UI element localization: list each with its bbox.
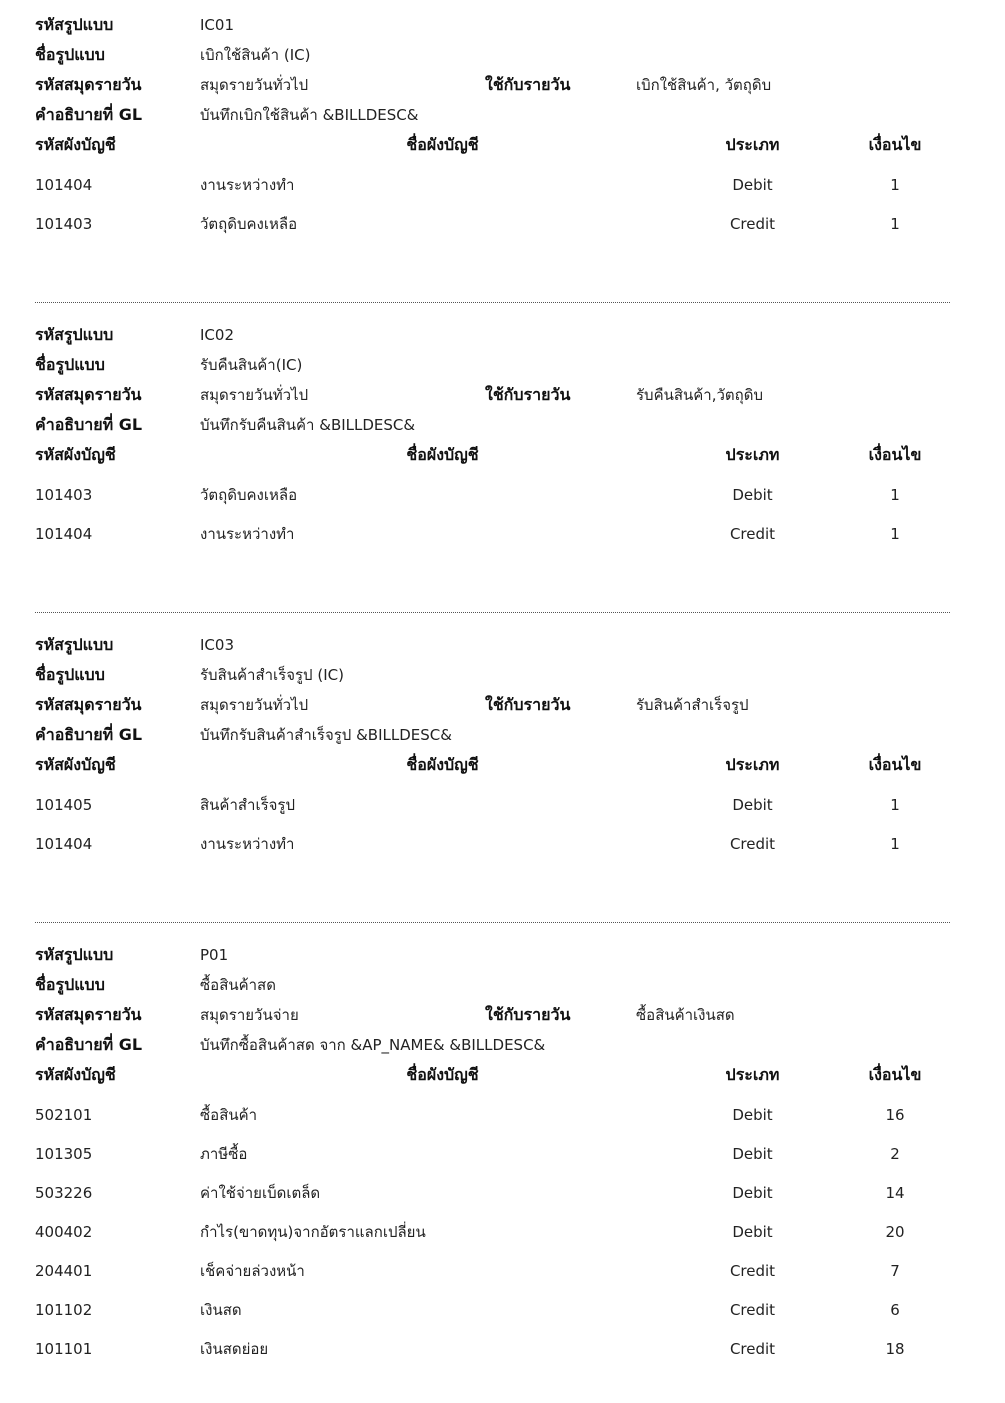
entry-condition: 14 [885,1184,905,1202]
journal-code-value: สมุดรายวันทั่วไป [200,696,309,714]
gl-description-value: บันทึกซื้อสินค้าสด จาก &AP_NAME& &BILLDESC& [200,1036,546,1054]
account-name: เช็คจ่ายล่วงหน้า [200,1262,305,1280]
entry-type: Credit [729,835,776,853]
column-header-type: ประเภท [725,755,780,774]
account-code: 502101 [35,1106,93,1124]
account-name: เงินสดย่อย [200,1340,269,1358]
gl-description-label: คำอธิบายที่ GL [35,415,143,434]
template-name-value: รับคืนสินค้า(IC) [200,356,303,374]
account-name: กำไร(ขาดทุน)จากอัตราแลกเปลี่ยน [200,1223,426,1241]
table-row [0,790,1005,820]
gl-description-value: บันทึกรับคืนสินค้า &BILLDESC& [200,416,416,434]
used-with-journal-label: ใช้กับรายวัน [485,75,571,94]
entry-condition: 2 [890,1145,900,1163]
account-code: 101101 [35,1340,93,1358]
column-header-type: ประเภท [725,445,780,464]
account-code: 503226 [35,1184,93,1202]
entry-condition: 20 [885,1223,905,1241]
journal-code-value: สมุดรายวันทั่วไป [200,76,309,94]
template-name-row [0,40,1005,70]
entry-condition: 1 [890,796,900,814]
entry-type: Credit [729,215,776,233]
account-name: สินค้าสำเร็จรูป [200,796,295,814]
table-header [0,1060,1005,1090]
journal-code-value: สมุดรายวันทั่วไป [200,386,309,404]
account-name: งานระหว่างทำ [200,525,295,543]
table-row [0,1139,1005,1169]
entry-type: Credit [729,1301,776,1319]
column-header-account-name: ชื่อผังบัญชี [406,135,479,154]
template-code-row [0,320,1005,350]
account-name: ภาษีซื้อ [200,1145,248,1163]
account-code: 101404 [35,525,93,543]
table-row [0,480,1005,510]
gl-description-row [0,1030,1005,1060]
used-with-journal-label: ใช้กับรายวัน [485,695,571,714]
column-header-condition: เงื่อนไข [868,755,922,774]
entry-type: Debit [732,1106,773,1124]
column-header-condition: เงื่อนไข [868,135,922,154]
table-row [0,1334,1005,1364]
template-code-value: IC01 [200,16,234,34]
template-name-value: เบิกใช้สินค้า (IC) [200,46,311,64]
table-row [0,829,1005,859]
template-code-label: รหัสรูปแบบ [35,945,114,964]
entry-type: Credit [729,1340,776,1358]
journal-code-label: รหัสสมุดรายวัน [35,75,142,94]
column-header-account-code: รหัสผังบัญชี [35,1065,116,1084]
table-header [0,130,1005,160]
template-name-value: ซื้อสินค้าสด [200,976,276,994]
table-row [0,1100,1005,1130]
template-name-label: ชื่อรูปแบบ [35,355,105,374]
template-name-row [0,350,1005,380]
template-name-label: ชื่อรูปแบบ [35,665,105,684]
entry-condition: 7 [890,1262,900,1280]
account-code: 400402 [35,1223,93,1241]
used-with-journal-value: ซื้อสินค้าเงินสด [636,1006,735,1024]
gl-description-value: บันทึกรับสินค้าสำเร็จรูป &BILLDESC& [200,726,452,744]
account-name: งานระหว่างทำ [200,176,295,194]
template-code-row [0,940,1005,970]
account-name: ซื้อสินค้า [200,1106,258,1124]
used-with-journal-label: ใช้กับรายวัน [485,1005,571,1024]
template-code-value: IC03 [200,636,234,654]
template-name-row [0,970,1005,1000]
table-row [0,519,1005,549]
entry-condition: 1 [890,176,900,194]
template-code-row [0,10,1005,40]
journal-row [0,1000,1005,1030]
template-code-label: รหัสรูปแบบ [35,15,114,34]
table-row [0,1217,1005,1247]
template-code-label: รหัสรูปแบบ [35,635,114,654]
account-code: 101102 [35,1301,93,1319]
journal-code-label: รหัสสมุดรายวัน [35,385,142,404]
entry-type: Debit [732,1223,773,1241]
column-header-account-code: รหัสผังบัญชี [35,755,116,774]
journal-row [0,690,1005,720]
account-code: 101404 [35,835,93,853]
entry-condition: 1 [890,215,900,233]
table-row [0,1295,1005,1325]
entry-condition: 6 [890,1301,900,1319]
entry-type: Debit [732,486,773,504]
entry-condition: 1 [890,486,900,504]
column-header-type: ประเภท [725,135,780,154]
entry-condition: 16 [885,1106,905,1124]
column-header-condition: เงื่อนไข [868,445,922,464]
journal-code-label: รหัสสมุดรายวัน [35,695,142,714]
account-code: 101305 [35,1145,93,1163]
table-row [0,1256,1005,1286]
entry-type: Debit [732,176,773,194]
entry-type: Debit [732,1145,773,1163]
gl-description-label: คำอธิบายที่ GL [35,725,143,744]
table-header [0,440,1005,470]
journal-code-label: รหัสสมุดรายวัน [35,1005,142,1024]
column-header-account-name: ชื่อผังบัญชี [406,1065,479,1084]
template-name-label: ชื่อรูปแบบ [35,45,105,64]
used-with-journal-label: ใช้กับรายวัน [485,385,571,404]
gl-description-value: บันทึกเบิกใช้สินค้า &BILLDESC& [200,106,419,124]
account-name: เงินสด [200,1301,242,1319]
account-code: 101405 [35,796,93,814]
template-code-value: P01 [200,946,229,964]
template-name-label: ชื่อรูปแบบ [35,975,105,994]
template-code-row [0,630,1005,660]
table-row [0,209,1005,239]
gl-description-row [0,100,1005,130]
gl-description-label: คำอธิบายที่ GL [35,105,143,124]
account-name: งานระหว่างทำ [200,835,295,853]
table-header [0,750,1005,780]
account-code: 101403 [35,215,93,233]
account-name: วัตถุดิบคงเหลือ [200,215,298,233]
entry-condition: 1 [890,835,900,853]
template-code-label: รหัสรูปแบบ [35,325,114,344]
column-header-account-name: ชื่อผังบัญชี [406,445,479,464]
column-header-account-code: รหัสผังบัญชี [35,135,116,154]
entry-condition: 18 [885,1340,905,1358]
gl-description-row [0,720,1005,750]
journal-row [0,380,1005,410]
entry-type: Credit [729,525,776,543]
template-code-value: IC02 [200,326,234,344]
used-with-journal-value: รับสินค้าสำเร็จรูป [636,696,749,714]
entry-type: Debit [732,1184,773,1202]
column-header-condition: เงื่อนไข [868,1065,922,1084]
table-row [0,1178,1005,1208]
account-code: 101403 [35,486,93,504]
section-divider [35,302,950,303]
account-name: วัตถุดิบคงเหลือ [200,486,298,504]
account-name: ค่าใช้จ่ายเบ็ดเตล็ด [200,1184,321,1202]
template-name-value: รับสินค้าสำเร็จรูป (IC) [200,666,344,684]
used-with-journal-value: รับคืนสินค้า,วัตถุดิบ [636,386,764,404]
column-header-account-name: ชื่อผังบัญชี [406,755,479,774]
section-divider [35,612,950,613]
journal-code-value: สมุดรายวันจ่าย [200,1006,299,1024]
account-code: 101404 [35,176,93,194]
table-row [0,170,1005,200]
gl-description-row [0,410,1005,440]
entry-type: Credit [729,1262,776,1280]
account-code: 204401 [35,1262,93,1280]
gl-description-label: คำอธิบายที่ GL [35,1035,143,1054]
entry-condition: 1 [890,525,900,543]
journal-row [0,70,1005,100]
column-header-account-code: รหัสผังบัญชี [35,445,116,464]
column-header-type: ประเภท [725,1065,780,1084]
entry-type: Debit [732,796,773,814]
section-divider [35,922,950,923]
used-with-journal-value: เบิกใช้สินค้า, วัตถุดิบ [636,76,772,94]
template-name-row [0,660,1005,690]
